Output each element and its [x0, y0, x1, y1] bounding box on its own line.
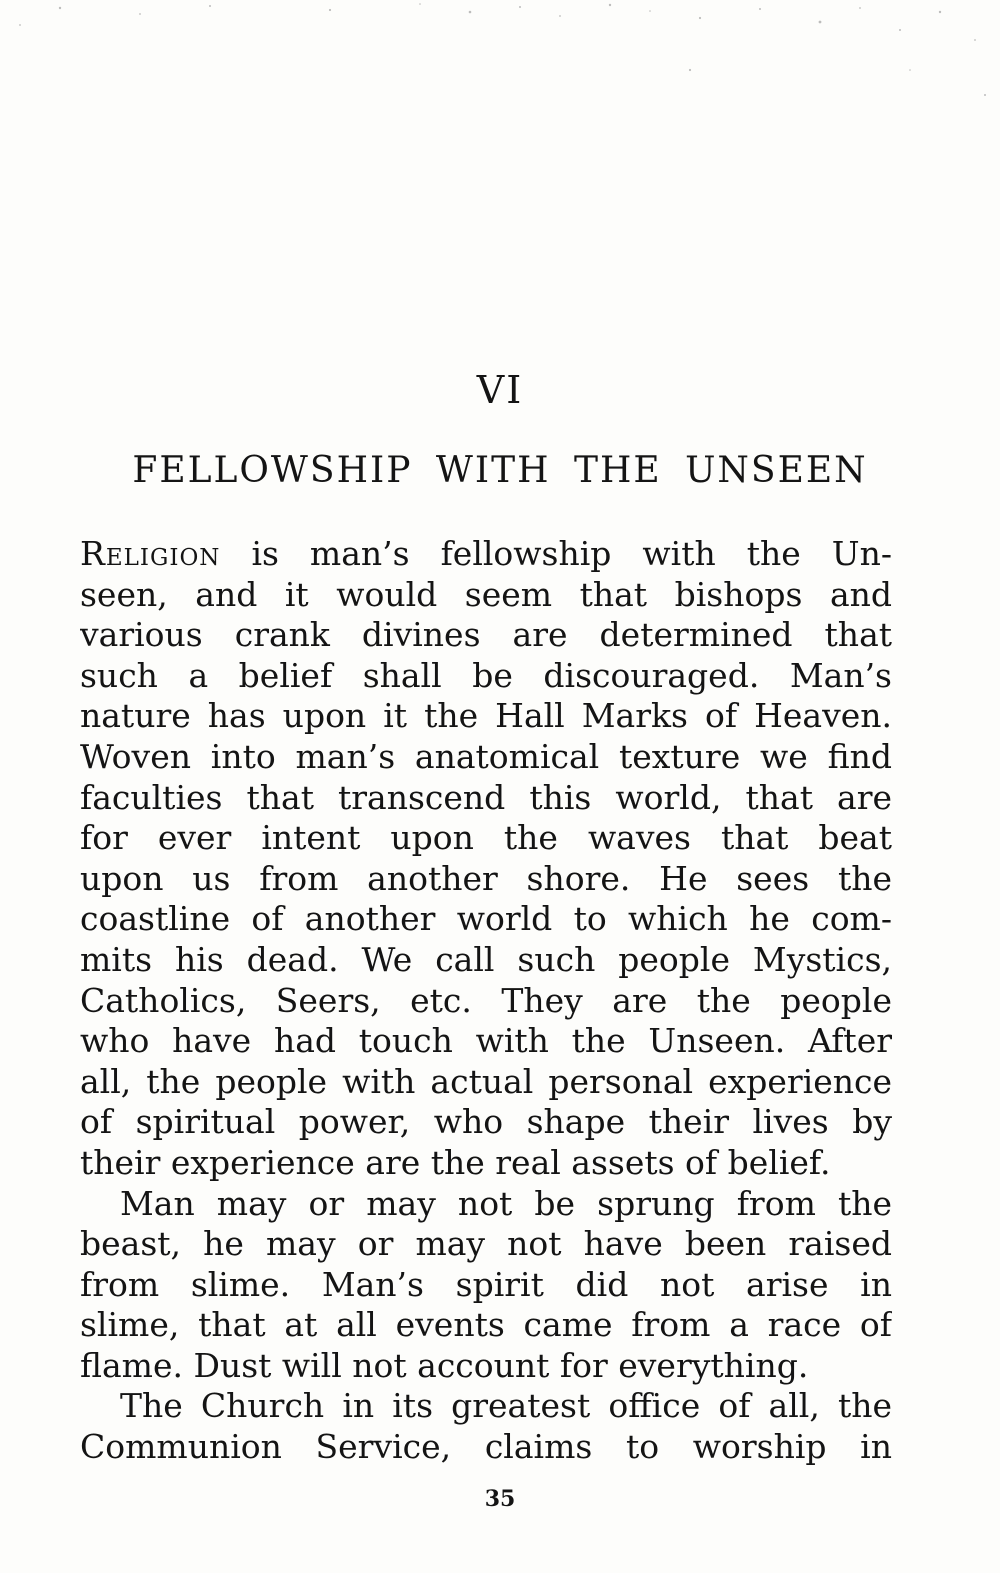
text-line-23: Communion Service, claims to worship in [80, 1427, 892, 1467]
text-line-21: flame. Dust will not account for everything. [80, 1345, 809, 1385]
text-line-3: various crank divines are determined that [80, 615, 892, 655]
text-line-4: such a belief shall be discouraged. Man’s [80, 655, 892, 695]
body-text [80, 534, 892, 1468]
first-line-rest: is man’s fellowship with the Un- [220, 534, 892, 573]
first-word: Religion [80, 534, 221, 573]
text-line-9: upon us from another shore. He sees the [80, 858, 892, 898]
text-line-7: faculties that transcend this world, that are [80, 777, 892, 817]
text-line-5: nature has upon it the Hall Marks of Heaven. [80, 696, 892, 736]
text-line-1 [80, 534, 892, 575]
page-number: 35 [484, 1486, 516, 1512]
chapter-title: FELLOWSHIP WITH THE UNSEEN [132, 450, 868, 491]
text-line-6: Woven into man’s anatomical texture we find [80, 736, 892, 776]
text-line-15: of spiritual power, who shape their lives by [80, 1102, 892, 1142]
text-line-19: from slime. Man’s spirit did not arise in [80, 1264, 892, 1304]
text-line-18: beast, he may or may not have been raised [80, 1224, 892, 1264]
text-line-13: who have had touch with the Unseen. After [80, 1021, 892, 1061]
text-line-20: slime, that at all events came from a race of [80, 1305, 892, 1345]
paper-speckle-decoration [0, 0, 1000, 120]
text-line-14: all, the people with actual personal experience [80, 1061, 892, 1101]
text-line-12: Catholics, Seers, etc. They are the people [80, 980, 892, 1020]
text-line-16: their experience are the real assets of belief. [80, 1142, 831, 1182]
text-line-10: coastline of another world to which he com- [80, 899, 892, 939]
text-line-11: mits his dead. We call such people Mystics, [80, 939, 892, 979]
text-line-17: Man may or may not be sprung from the [120, 1183, 892, 1223]
text-line-22: The Church in its greatest office of all, the [120, 1386, 892, 1426]
text-line-2: seen, and it would seem that bishops and [80, 574, 892, 614]
chapter-number: VI [476, 368, 524, 412]
text-line-8: for ever intent upon the waves that beat [80, 818, 892, 858]
